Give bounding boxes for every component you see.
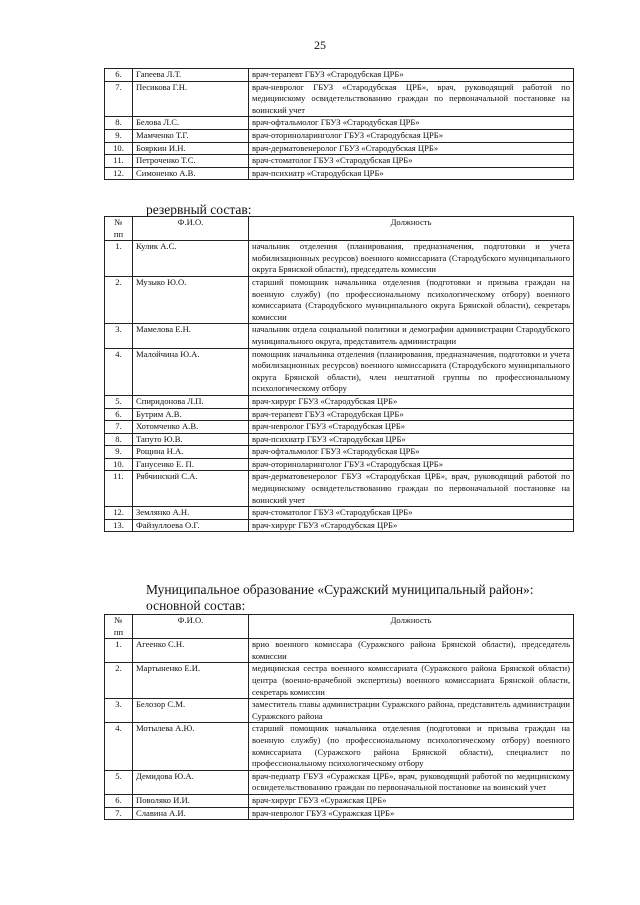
- cell-name: Гапеева Л.Т.: [133, 69, 249, 82]
- cell-num: 1.: [105, 639, 133, 663]
- table-row: [105, 324, 574, 348]
- table-row: [105, 348, 574, 395]
- cell-name: Белозор С.М.: [133, 699, 249, 723]
- header-num-line2: пп: [113, 228, 124, 239]
- cell-position: врач-дерматовенеролог ГБУЗ «Стародубская ЦРБ», врач, руководящий работой по медицинскому освидетельствованию граждан по первоначальной постановке на воинский учет: [249, 471, 574, 507]
- table-header-row: [105, 217, 574, 241]
- cell-name: Ганусенко Е. П.: [133, 458, 249, 471]
- cell-position: медицинская сестра военного комиссариата (Суражского района Брянской области) центра (военно-врачебной экспертизы) военного комиссариата Брянской области, секретарь комиссии: [249, 663, 574, 699]
- cell-position: врач-хирург ГБУЗ «Стародубская ЦРБ»: [249, 519, 574, 532]
- header-num-line1: №: [114, 217, 123, 227]
- cell-name: Мамелова Е.Н.: [133, 324, 249, 348]
- cell-name: Петроченко Т.С.: [133, 155, 249, 168]
- cell-num: 8.: [105, 433, 133, 446]
- header-num-line2: пп: [113, 626, 124, 637]
- table-row: [105, 395, 574, 408]
- municipality-heading: Муниципальное образование «Суражский муниципальный район»:: [146, 582, 534, 597]
- cell-position: врио военного комиссара (Суражского района Брянской области), председатель комиссии: [249, 639, 574, 663]
- cell-position: врач-хирург ГБУЗ «Суражская ЦРБ»: [249, 794, 574, 807]
- cell-num: 6.: [105, 794, 133, 807]
- header-num: [105, 615, 133, 639]
- cell-num: 9.: [105, 446, 133, 459]
- table-row: [105, 69, 574, 82]
- cell-num: 12.: [105, 507, 133, 520]
- cell-num: 1.: [105, 241, 133, 277]
- table2-body: [105, 241, 574, 532]
- cell-num: 7.: [105, 421, 133, 434]
- cell-num: 2.: [105, 663, 133, 699]
- cell-position: старший помощник начальника отделения (подготовки и призыва граждан на военную службу) (по профессиональному психологическому отбору) военного комиссариата (Стародубского муниципального округа Брянской области), секретарь комиссии: [249, 276, 574, 323]
- cell-num: 3.: [105, 699, 133, 723]
- cell-position: врач-оториноларинголог ГБУЗ «Стародубская ЦРБ»: [249, 458, 574, 471]
- table-row: [105, 770, 574, 794]
- cell-num: 13.: [105, 519, 133, 532]
- cell-num: 9.: [105, 129, 133, 142]
- cell-num: 7.: [105, 807, 133, 820]
- cell-name: Землянко А.Н.: [133, 507, 249, 520]
- cell-name: Симоненко А.В.: [133, 167, 249, 180]
- table-row: [105, 807, 574, 820]
- cell-name: Демидова Ю.А.: [133, 770, 249, 794]
- cell-num: 6.: [105, 69, 133, 82]
- cell-name: Рябчинский С.А.: [133, 471, 249, 507]
- table-row: [105, 663, 574, 699]
- table-row: [105, 458, 574, 471]
- cell-position: врач-педиатр ГБУЗ «Суражская ЦРБ», врач, руководящий работой по медицинскому освидетельствованию граждан по первоначальной постановке на воинский учет: [249, 770, 574, 794]
- cell-name: Хотомченко А.В.: [133, 421, 249, 434]
- table-row: [105, 421, 574, 434]
- reserve-table: [104, 216, 574, 532]
- reserve-heading: резервный состав:: [146, 202, 252, 217]
- header-name: Ф.И.О.: [133, 615, 249, 639]
- table1-body: [105, 69, 574, 180]
- cell-name: Поволяко И.И.: [133, 794, 249, 807]
- table-row: [105, 117, 574, 130]
- header-position: Должность: [249, 217, 574, 241]
- table-row: [105, 519, 574, 532]
- table-row: [105, 507, 574, 520]
- table-row: [105, 446, 574, 459]
- cell-num: 10.: [105, 458, 133, 471]
- page-number: 25: [314, 38, 326, 52]
- cell-name: Малойчина Ю.А.: [133, 348, 249, 395]
- cell-position: старший помощник начальника отделения (подготовки и призыва граждан на военную службу) (по профессиональному психологическому отбору) военного комиссариата (Суражского района Брянской области), специалист по профессиональному психологическому отбору: [249, 723, 574, 770]
- table-row: [105, 142, 574, 155]
- table-row: [105, 471, 574, 507]
- cell-position: начальник отделения (планирования, предназначения, подготовки и учета мобилизационных ресурсов) военного комиссариата (Стародубского муниципального округа Брянской области), председатель комиссии: [249, 241, 574, 277]
- header-position: Должность: [249, 615, 574, 639]
- table-row: [105, 129, 574, 142]
- cell-position: врач-психиатр ГБУЗ «Стародубская ЦРБ»: [249, 433, 574, 446]
- header-num-line1: №: [114, 615, 123, 625]
- cell-name: Спиридонова Л.П.: [133, 395, 249, 408]
- cell-num: 8.: [105, 117, 133, 130]
- cell-position: врач-оториноларинголог ГБУЗ «Стародубская ЦРБ»: [249, 129, 574, 142]
- main-composition-heading: основной состав:: [146, 598, 246, 613]
- table3-body: [105, 639, 574, 820]
- surazh-main-table: [104, 614, 574, 820]
- table-row: [105, 276, 574, 323]
- cell-name: Мартыненко Е.И.: [133, 663, 249, 699]
- table-row: [105, 794, 574, 807]
- cell-position: врач-хирург ГБУЗ «Стародубская ЦРБ»: [249, 395, 574, 408]
- table-row: [105, 699, 574, 723]
- cell-position: врач-стоматолог ГБУЗ «Стародубская ЦРБ»: [249, 155, 574, 168]
- cell-position: врач-офтальмолог ГБУЗ «Стародубская ЦРБ»: [249, 446, 574, 459]
- table-row: [105, 241, 574, 277]
- cell-name: Славина А.И.: [133, 807, 249, 820]
- cell-name: Файзуллоева О.Г.: [133, 519, 249, 532]
- cell-name: Белова Л.С.: [133, 117, 249, 130]
- cell-name: Мотылева А.Ю.: [133, 723, 249, 770]
- cell-position: врач-офтальмолог ГБУЗ «Стародубская ЦРБ»: [249, 117, 574, 130]
- cell-position: врач-невролог ГБУЗ «Стародубская ЦРБ»: [249, 421, 574, 434]
- cell-position: врач-невролог ГБУЗ «Стародубская ЦРБ», врач, руководящий работой по медицинскому освидетельствованию граждан по первоначальной постановке на воинский учет: [249, 81, 574, 117]
- table-row: [105, 167, 574, 180]
- cell-position: помощник начальника отделения (планирования, предназначения, подготовки и учета мобилизационных ресурсов) военного комиссариата (Стародубского муниципального округа Брянской области), член нештатной группы по профессиональному психологическому отбору: [249, 348, 574, 395]
- cell-num: 5.: [105, 770, 133, 794]
- cell-position: врач-психиатр «Стародубская ЦРБ»: [249, 167, 574, 180]
- cell-name: Кулик А.С.: [133, 241, 249, 277]
- cell-position: начальник отдела социальной политики и демографии администрации Стародубского муниципального округа, представитель администрации: [249, 324, 574, 348]
- cell-position: врач-стоматолог ГБУЗ «Стародубская ЦРБ»: [249, 507, 574, 520]
- table-row: [105, 639, 574, 663]
- table-row: [105, 155, 574, 168]
- table-row: [105, 433, 574, 446]
- cell-name: Мамченко Т.Г.: [133, 129, 249, 142]
- cell-name: Бояркин И.Н.: [133, 142, 249, 155]
- header-name: Ф.И.О.: [133, 217, 249, 241]
- cell-name: Бутрим А.В.: [133, 408, 249, 421]
- table-row: [105, 408, 574, 421]
- cell-name: Музыко Ю.О.: [133, 276, 249, 323]
- cell-num: 3.: [105, 324, 133, 348]
- cell-position: врач-терапевт ГБУЗ «Стародубская ЦРБ»: [249, 69, 574, 82]
- table-row: [105, 723, 574, 770]
- cell-num: 12.: [105, 167, 133, 180]
- cell-position: врач-невролог ГБУЗ «Суражская ЦРБ»: [249, 807, 574, 820]
- cell-num: 7.: [105, 81, 133, 117]
- cell-num: 5.: [105, 395, 133, 408]
- cell-num: 2.: [105, 276, 133, 323]
- table-header-row: [105, 615, 574, 639]
- cell-name: Агеенко С.Н.: [133, 639, 249, 663]
- cell-position: врач-дерматовенеролог ГБУЗ «Стародубская ЦРБ»: [249, 142, 574, 155]
- cell-num: 4.: [105, 723, 133, 770]
- cell-name: Рощина Н.А.: [133, 446, 249, 459]
- cell-num: 4.: [105, 348, 133, 395]
- cell-name: Тапуто Ю.В.: [133, 433, 249, 446]
- cell-num: 10.: [105, 142, 133, 155]
- cell-name: Песикова Г.Н.: [133, 81, 249, 117]
- header-num: [105, 217, 133, 241]
- cell-position: врач-терапевт ГБУЗ «Стародубская ЦРБ»: [249, 408, 574, 421]
- cell-num: 11.: [105, 471, 133, 507]
- commission-table-continuation: [104, 68, 574, 180]
- cell-num: 11.: [105, 155, 133, 168]
- cell-position: заместитель главы администрации Суражского района, представитель администрации Суражского района: [249, 699, 574, 723]
- cell-num: 6.: [105, 408, 133, 421]
- table-row: [105, 81, 574, 117]
